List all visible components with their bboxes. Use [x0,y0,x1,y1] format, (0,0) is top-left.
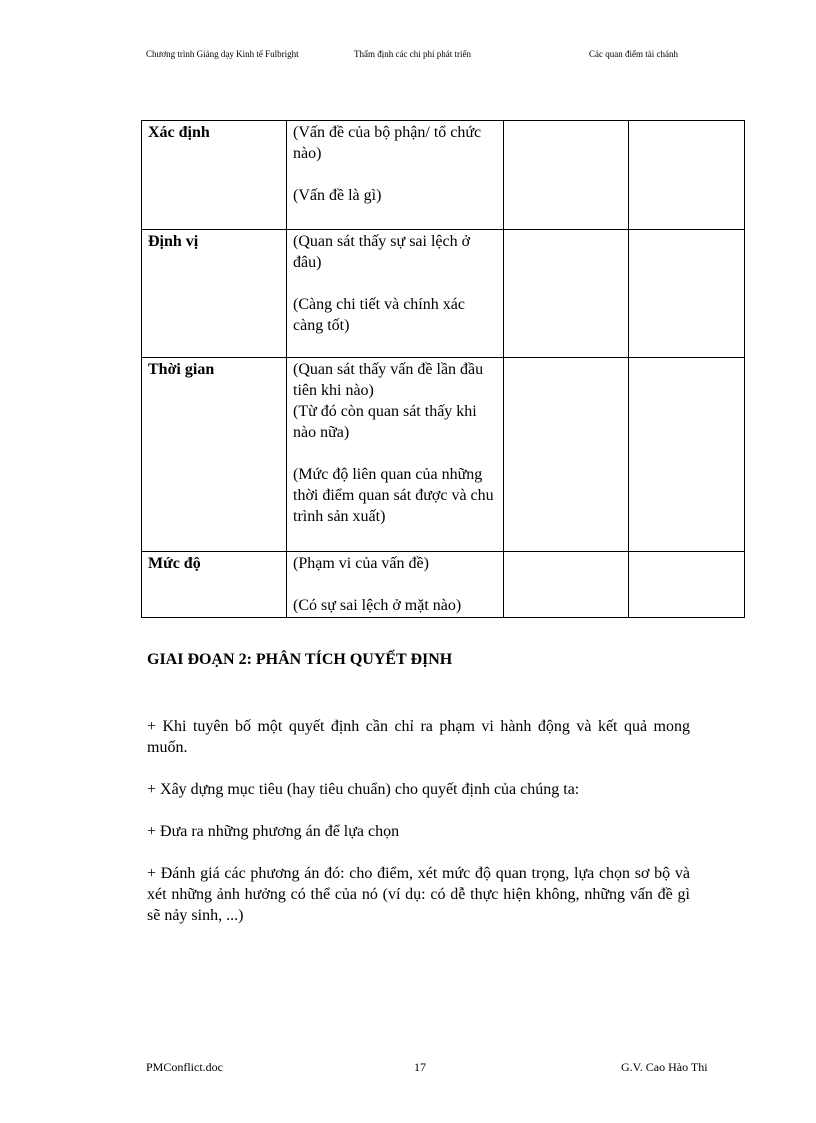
header-chapter: Các quan điểm tài chánh [589,49,678,59]
body-paragraph: + Đánh giá các phương án đó: cho điểm, xét mức độ quan trọng, lựa chọn sơ bộ và xét những ảnh hưởng có thể của nó (ví dụ: có dễ thực hiện không, những vấn đề gì sẽ nảy sinh, ...) [147,865,690,924]
empty-cell [629,121,745,230]
row-description [287,552,504,618]
row-label: Thời gian [142,358,287,552]
header-topic: Thẩm định các chi phí phát triển [354,49,471,59]
table-row [142,358,745,552]
row-label: Xác định [142,121,287,230]
row-description [287,358,504,552]
row-description [287,230,504,358]
empty-cell [504,552,629,618]
header-course: Chương trình Giảng dạy Kinh tế Fulbright [146,49,299,59]
empty-cell [629,358,745,552]
table-row [142,121,745,230]
row-label: Định vị [142,230,287,358]
description-line: (Càng chi tiết và chính xác càng tốt) [293,296,465,334]
row-description [287,121,504,230]
empty-cell [629,230,745,358]
body-paragraph: + Xây dựng mục tiêu (hay tiêu chuẩn) cho quyết định của chúng ta: [147,781,580,798]
table-row [142,552,745,618]
description-line: (Có sự sai lệch ở mặt nào) [293,597,462,614]
page-number: 17 [414,1060,426,1074]
row-label: Mức độ [142,552,287,618]
description-line: (Mức độ liên quan của những thời điểm quan sát được và chu trình sản xuất) [293,466,494,525]
section-heading: GIAI ĐOẠN 2: PHÂN TÍCH QUYẾT ĐỊNH [147,651,453,668]
footer-filename: PMConflict.doc [146,1060,223,1074]
body-paragraph: + Đưa ra những phương án để lựa chọn [147,823,400,840]
table-row [142,230,745,358]
description-line: (Quan sát thấy vấn đề lần đầu tiên khi nào) [293,361,484,399]
description-line: (Vấn đề của bộ phận/ tổ chức nào) [293,124,482,162]
empty-cell [504,121,629,230]
description-line: (Phạm vi của vấn đề) [293,555,429,572]
description-line: (Quan sát thấy sự sai lệch ở đâu) [293,233,471,271]
footer-author: G.V. Cao Hào Thi [621,1060,708,1074]
description-line: (Vấn đề là gì) [293,187,382,204]
description-line: (Từ đó còn quan sát thấy khi nào nữa) [293,403,477,441]
problem-analysis-table [141,120,745,618]
empty-cell [504,230,629,358]
empty-cell [629,552,745,618]
body-paragraph: + Khi tuyên bố một quyết định cần chỉ ra phạm vi hành động và kết quả mong muốn. [147,718,690,756]
empty-cell [504,358,629,552]
section-body [147,716,690,947]
